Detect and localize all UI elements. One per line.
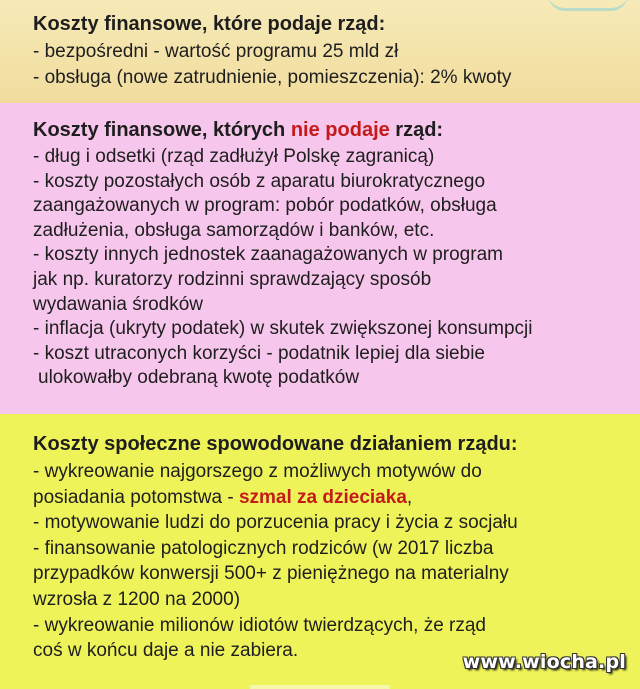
hidden-costs-heading-end: rząd: (389, 119, 444, 141)
hidden-costs-line: wydawania środków (33, 293, 204, 315)
known-costs-section (0, 0, 640, 103)
social-costs-line: coś w końcu daje a nie zabiera. (33, 640, 299, 662)
hidden-costs-line: zadłużenia, obsługa samorządów i banków, etc. (33, 219, 435, 241)
social-costs-line (33, 485, 640, 511)
social-costs-heading: Koszty społeczne spowodowane działaniem rządu: (33, 433, 518, 455)
hidden-costs-section (0, 103, 640, 414)
known-costs-line: - bezpośredni - wartość programu 25 mld zł (33, 41, 399, 62)
decorative-arc (548, 0, 628, 11)
social-costs-line: wzrosła z 1200 na 2000) (33, 588, 241, 610)
social-costs-line: - motywowanie ludzi do porzucenia pracy i życia z socjału (33, 512, 518, 534)
hidden-costs-line: - koszty innych jednostek zaanagażowanych w program (33, 244, 503, 266)
social-costs-highlight: szmal za dzieciaka (238, 486, 407, 508)
social-costs-line: przypadków konwersji 500+ z pieniężnego na materialny (33, 563, 509, 585)
bottom-decoration (250, 685, 390, 689)
hidden-costs-line: ulokowałby odebraną kwotę podatków (38, 367, 360, 389)
hidden-costs-heading (33, 118, 640, 143)
social-costs-section (0, 414, 640, 689)
known-costs-line: - obsługa (nowe zatrudnienie, pomieszczenia): 2% kwoty (33, 67, 512, 88)
hidden-costs-line: - dług i odsetki (rząd zadłużył Polskę zagranicą) (33, 146, 435, 167)
social-costs-line-start: posiadania potomstwa - (33, 486, 239, 508)
hidden-costs-heading-start: Koszty finansowe, których (33, 119, 291, 141)
social-costs-line-end: , (406, 486, 413, 508)
known-costs-heading: Koszty finansowe, które podaje rząd: (33, 13, 386, 35)
hidden-costs-line: zaangażowanych w program: pobór podatków, obsługa (33, 195, 497, 217)
site-watermark: www.wiocha.pl (462, 651, 626, 673)
hidden-costs-line: - koszt utraconych korzyści - podatnik lepiej dla siebie (33, 342, 485, 364)
hidden-costs-line: jak np. kuratorzy rodzinni sprawdzający sposób (33, 268, 432, 290)
hidden-costs-heading-highlight: nie podaje (290, 119, 390, 141)
social-costs-line: - finansowanie patologicznych rodziców (w 2017 liczba (33, 537, 494, 559)
social-costs-line: - wykreowanie najgorszego z możliwych motywów do (33, 461, 482, 482)
social-costs-line: - wykreowanie milionów idiotów twierdzących, że rząd (33, 614, 487, 636)
hidden-costs-line: - inflacja (ukryty podatek) w skutek zwiększonej konsumpcji (33, 318, 533, 340)
hidden-costs-line: - koszty pozostałych osób z aparatu biurokratycznego (33, 170, 486, 192)
